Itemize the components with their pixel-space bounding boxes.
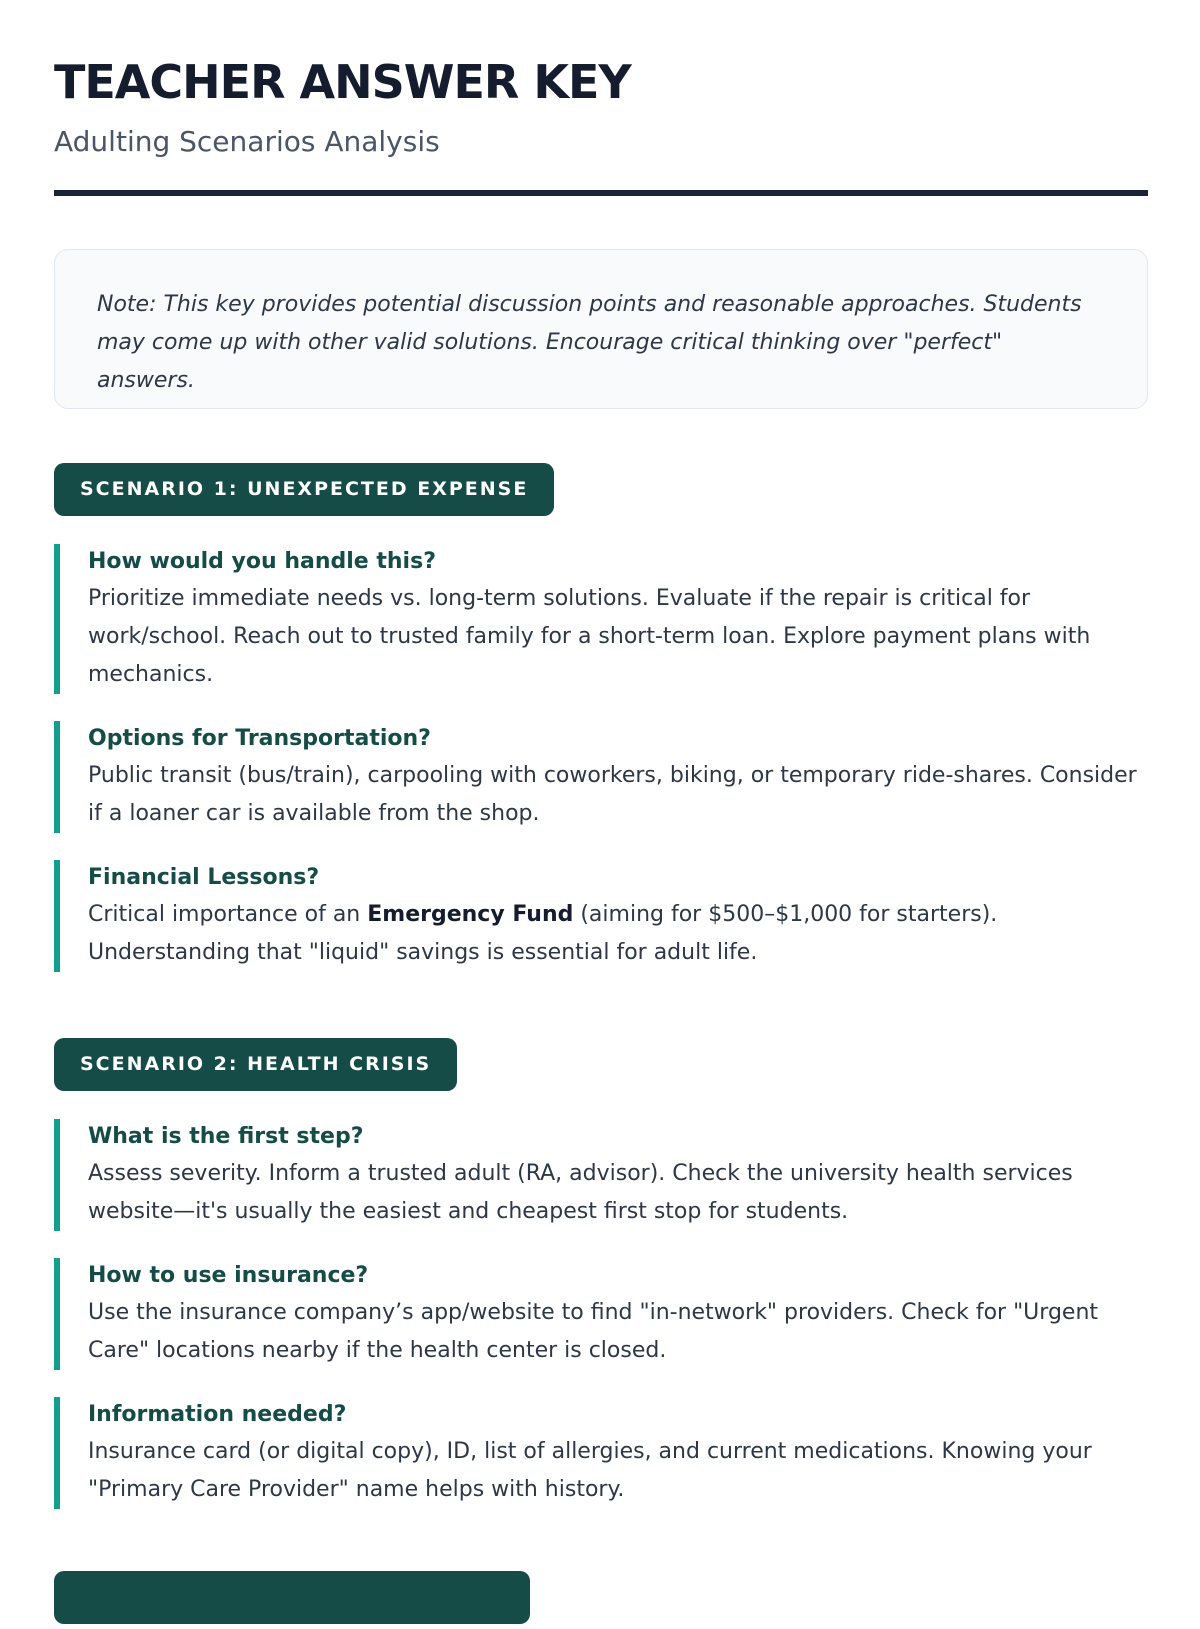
- page-title: TEACHER ANSWER KEY: [54, 55, 631, 109]
- answer-text: Prioritize immediate needs vs. long-term solutions. Evaluate if the repair is critical for work/school. Reach out to trusted family for a short-term loan. Explore payment plans with mechanics.: [88, 586, 1091, 687]
- scenario-2-badge: SCENARIO 2: HEALTH CRISIS: [54, 1038, 457, 1091]
- answer-text-start: Critical importance of an: [88, 902, 368, 927]
- page-subtitle: Adulting Scenarios Analysis: [54, 125, 440, 158]
- scenario-2-item-insurance: [54, 1258, 1148, 1370]
- scenario-3-badge: [54, 1571, 530, 1624]
- emergency-fund-term: Emergency Fund: [367, 902, 574, 927]
- scenario-2-item-first-step: [54, 1119, 1148, 1231]
- question-heading: How to use insurance?: [88, 1263, 369, 1288]
- scenario-1-item-handle: [54, 544, 1148, 694]
- scenario-1-item-financial-lessons: [54, 860, 1148, 972]
- header-divider: [54, 190, 1148, 196]
- question-heading: How would you handle this?: [88, 549, 436, 574]
- question-heading: Options for Transportation?: [88, 726, 431, 751]
- question-heading: Information needed?: [88, 1402, 347, 1427]
- question-heading: Financial Lessons?: [88, 865, 320, 890]
- scenario-3-section: [54, 1571, 1148, 1629]
- answer-text: Insurance card (or digital copy), ID, list of allergies, and current medications. Knowing your "Primary Care Provider" name helps with history.: [88, 1439, 1092, 1502]
- teacher-note-box: [54, 249, 1148, 409]
- answer-text-end: (aiming for $500–$1,000 for starters). Understanding that "liquid" savings is essential for adult life.: [88, 902, 998, 965]
- answer-text: Use the insurance company’s app/website to find "in-network" providers. Check for "Urgent Care" locations nearby if the health center is closed.: [88, 1300, 1099, 1363]
- teacher-note-text: Note: This key provides potential discussion points and reasonable approaches. Students may come up with other valid solutions. Encourage critical thinking over "perfect" answers.: [97, 292, 1082, 393]
- answer-text: Public transit (bus/train), carpooling with coworkers, biking, or temporary ride-shares. Consider if a loaner car is available from the shop.: [88, 763, 1137, 826]
- scenario-2-section: [54, 1038, 1148, 1509]
- answer-text: Assess severity. Inform a trusted adult (RA, advisor). Check the university health services website—it's usually the easiest and cheapest first stop for students.: [88, 1161, 1073, 1224]
- scenario-1-badge: SCENARIO 1: UNEXPECTED EXPENSE: [54, 463, 554, 516]
- answer-text: [88, 896, 1148, 972]
- scenario-2-item-information: [54, 1397, 1148, 1509]
- answer-key-page: [54, 0, 1148, 1629]
- scenario-1-item-transportation: [54, 721, 1148, 833]
- question-heading: What is the first step?: [88, 1124, 364, 1149]
- scenario-1-section: [54, 463, 1148, 972]
